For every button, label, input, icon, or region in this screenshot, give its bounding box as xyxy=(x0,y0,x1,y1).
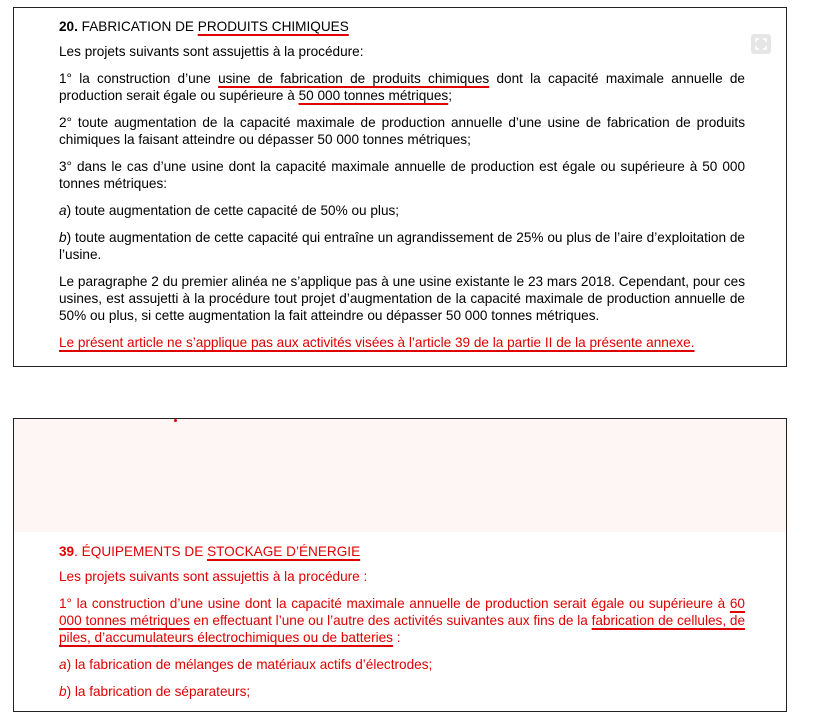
item-1 xyxy=(59,70,745,104)
section-number: 39 xyxy=(59,544,75,559)
item-1-text-a: 1° la construction d’une usine dont la capacité maximale annuelle de production serait égale ou supérieure à xyxy=(59,596,730,611)
amendment-note-text: Le présent article ne s’applique pas aux activités visées à l’article 39 de la partie II de la présente annexe. xyxy=(59,335,695,350)
sub-item-a xyxy=(59,202,745,219)
fullscreen-icon[interactable] xyxy=(751,34,771,54)
item-1-text-c: ; xyxy=(448,88,452,103)
sub-item-text: ) toute augmentation de cette capacité de 50% ou plus; xyxy=(66,203,400,218)
sub-item-letter: a xyxy=(59,203,67,218)
sub-item-b xyxy=(59,683,745,700)
heading-underlined: STOCKAGE D’ÉNERGIE xyxy=(207,544,361,559)
highlight-background xyxy=(14,419,786,532)
item-1-underline-1: usine de fabrication de produits chimiques xyxy=(218,71,490,86)
item-1-text-b: dont la capacité maximale annuelle de production serait égale ou supérieure à xyxy=(59,71,745,103)
item-1-underline-2: fabrication de cellules, de piles, d’accumulateurs électrochimiques ou de batteries xyxy=(59,613,746,645)
sub-item-a xyxy=(59,656,745,673)
heading-underlined: PRODUITS CHIMIQUES xyxy=(197,19,349,34)
item-1-underline-2: 50 000 tonnes métriques xyxy=(298,88,449,103)
item-1-text-a: 1° la construction d’une xyxy=(59,71,219,86)
amendment-note xyxy=(59,334,745,351)
heading-text: FABRICATION DE xyxy=(77,19,198,34)
marker-dot xyxy=(174,419,177,422)
sub-item-letter: b xyxy=(59,684,67,699)
sub-item-text: ) la fabrication de mélanges de matériaux actifs d’électrodes; xyxy=(66,657,433,672)
item-2: 2° toute augmentation de la capacité maximale de production annuelle d’une usine de fabrication de produits chimiques la faisant atteindre ou dépasser 50 000 tonnes métriques; xyxy=(59,115,745,147)
intro-text: Les projets suivants sont assujettis à la procédure: xyxy=(59,44,364,59)
section-39-content xyxy=(59,543,745,710)
item-1-text-c: : xyxy=(392,630,401,645)
sub-item-letter: a xyxy=(59,657,67,672)
item-1-underline-1: 60 000 tonnes métriques xyxy=(59,596,745,628)
section-39-box xyxy=(13,418,787,712)
heading-text: . ÉQUIPEMENTS DE xyxy=(74,544,208,559)
item-1 xyxy=(59,595,745,646)
intro-text: Les projets suivants sont assujettis à la procédure : xyxy=(59,569,368,584)
sub-item-b xyxy=(59,229,745,263)
item-1-text-b: en effectuant l’une ou l’autre des activités suivantes aux fins de la xyxy=(189,613,592,628)
section-20-heading xyxy=(59,18,745,35)
paragraph-note: Le paragraphe 2 du premier alinéa ne s’applique pas à une usine existante le 23 mars 2018. Cependant, pour ces usines, est assujetti à la procédure tout projet d’augmentation de la capacité maximale de production annuelle de 50% ou plus, si cette augmentation la fait atteindre ou dépasser 50 000 tonnes métriques. xyxy=(59,274,745,323)
section-39-heading xyxy=(59,543,745,560)
sub-item-text: ) la fabrication de séparateurs; xyxy=(66,684,251,699)
section-20-content xyxy=(59,18,745,361)
section-20-box xyxy=(13,7,787,367)
sub-item-letter: b xyxy=(59,230,67,245)
section-number: 20. xyxy=(59,19,78,34)
sub-item-text: ) toute augmentation de cette capacité qui entraîne un agrandissement de 25% ou plus de l’aire d’exploitation de l’usine. xyxy=(59,230,745,262)
item-3: 3° dans le cas d’une usine dont la capacité maximale annuelle de production est égale ou supérieure à 50 000 tonnes métriques: xyxy=(59,159,745,191)
